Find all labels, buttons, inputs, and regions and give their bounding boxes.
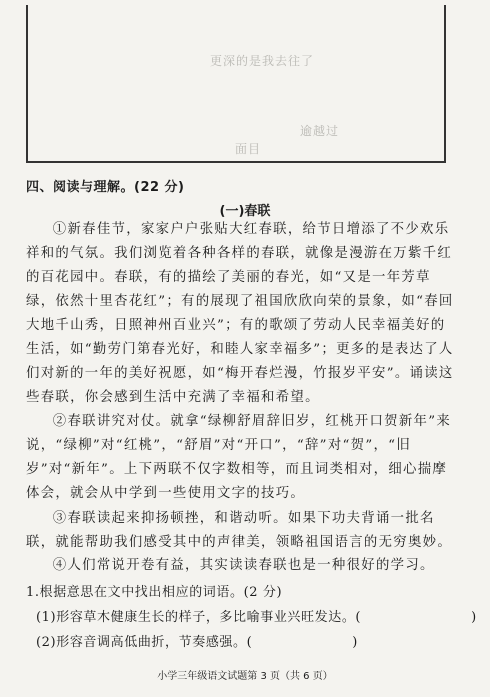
paragraph-3: ③春联读起来抑扬顿挫，和谐动听。如果下功夫背诵一批名联，就能帮助我们感受其中的声律美，领略祖国语言的无穷奥妙。 — [26, 511, 453, 550]
page-footer: 小学三年级语文试题第 3 页（共 6 页） — [157, 671, 333, 682]
question-1-item-2 — [36, 631, 358, 650]
question-1-item-1-text: (1)形容草木健康生长的样子，多比喻事业兴旺发达。( — [36, 610, 362, 625]
paragraph-2: ②春联讲究对仗。就拿“绿柳舒眉辞旧岁，红桃开口贺新年”来说，“绿柳”对“红桃”，“舒眉”对“开口”，“辞”对“贺”，“旧岁”对“新年”。上下两联不仅字数相等，而且词类相对，细心揣摩体会，就会从中学到一些使用文字的技巧。 — [26, 414, 452, 501]
answer-box — [26, 5, 446, 163]
bleed-through-text: 更深的是我去往了 — [210, 54, 315, 68]
article-title: (一)春联 — [219, 204, 271, 219]
paragraph-4: ④人们常说开卷有益，其实读读春联也是一种很好的学习。 — [52, 558, 435, 573]
question-1-item-2-text: (2)形容音调高低曲折，节奏感强。( — [36, 635, 253, 650]
bleed-through-text: 逾越过 — [300, 124, 340, 138]
close-paren: ) — [471, 610, 477, 625]
close-paren: ) — [352, 635, 358, 650]
question-1: 1.根据意思在文中找出相应的词语。(2 分) — [26, 585, 283, 600]
paragraph-1: ①新春佳节，家家户户张贴大红春联，给节日增添了不少欢乐祥和的气氛。我们浏览着各种各样的春联，就像是漫游在万紫千红的百花园中。春联，有的描绘了美丽的春光，如“又是一年芳草绿，依然十里杏花红”；有的展现了祖国欣欣向荣的景象，如“春回大地千山秀，日照神州百业兴”；有的歌颂了劳动人民幸福美好的生活，如“勤劳门第春光好，和睦人家幸福多”；更多的是表达了人们对新的一年的美好祝愿，如“梅开春烂漫，竹报岁平安”。诵读这些春联，你会感到生活中充满了幸福和希望。 — [26, 222, 454, 405]
section-title: 四、阅读与理解。(22 分) — [26, 180, 185, 195]
bleed-through-text: 面目 — [235, 142, 262, 156]
question-1-item-1 — [36, 606, 477, 625]
